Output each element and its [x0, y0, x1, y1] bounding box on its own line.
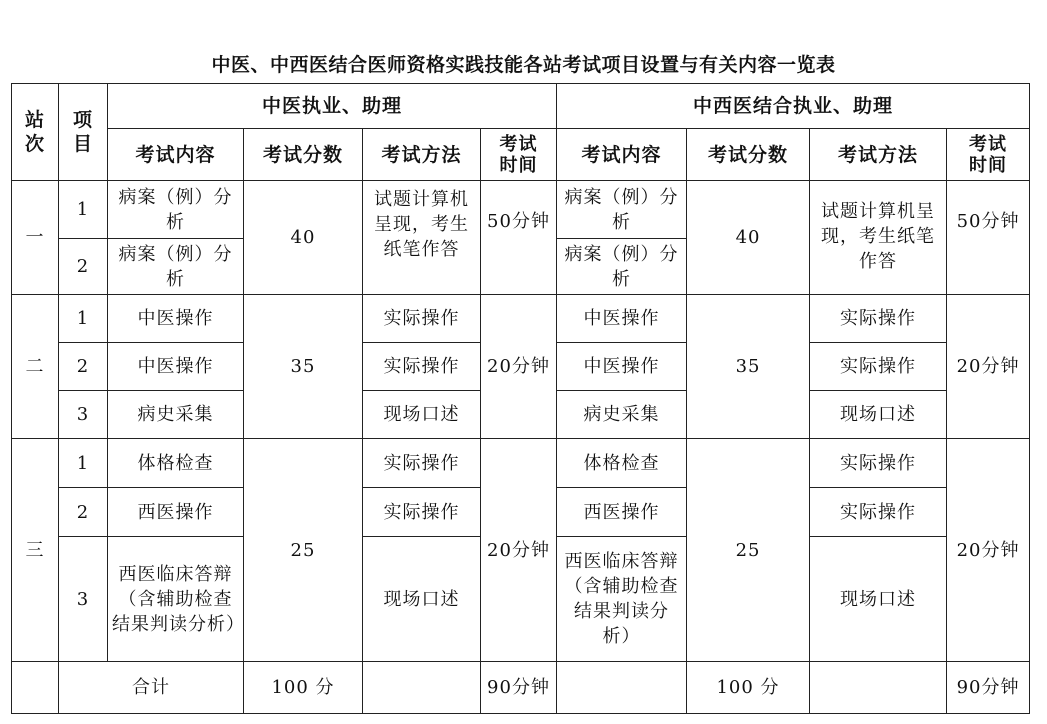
int-content-cell: 中医操作 [557, 295, 687, 343]
tcm-content-cell: 中医操作 [108, 343, 244, 391]
item-no-cell: 2 [59, 239, 108, 295]
int-method-cell: 实际操作 [810, 295, 947, 343]
header-group-integrated: 中西医结合执业、助理 [557, 84, 1030, 129]
table-row [12, 181, 1030, 239]
tcm-time-cell: 20分钟 [481, 295, 557, 439]
int-content-cell: 体格检查 [557, 439, 687, 488]
tcm-content-cell: 病案（例）分析 [108, 181, 244, 239]
tcm-method-cell: 实际操作 [363, 295, 481, 343]
int-content-cell: 西医临床答辩（含辅助检查结果判读分析） [557, 537, 687, 662]
header-int-time: 考试 时间 [947, 129, 1030, 181]
tcm-content-cell: 病史采集 [108, 391, 244, 439]
tcm-time-cell: 20分钟 [481, 439, 557, 662]
tcm-score-cell: 35 [244, 295, 363, 439]
int-method-cell: 现场口述 [810, 537, 947, 662]
item-no-cell: 3 [59, 537, 108, 662]
total-tcm-score: 100 分 [244, 662, 363, 714]
header-item: 项 目 [59, 84, 108, 181]
int-time-cell: 20分钟 [947, 295, 1030, 439]
tcm-method-cell: 现场口述 [363, 391, 481, 439]
total-empty-cell [557, 662, 687, 714]
int-time-cell: 20分钟 [947, 439, 1030, 662]
station-cell: 二 [12, 295, 59, 439]
header-tcm-method: 考试方法 [363, 129, 481, 181]
page-title: 中医、中西医结合医师资格实践技能各站考试项目设置与有关内容一览表 [211, 54, 836, 76]
tcm-content-cell: 西医操作 [108, 488, 244, 537]
header-tcm-content: 考试内容 [108, 129, 244, 181]
header-station: 站 次 [12, 84, 59, 181]
item-no-cell: 3 [59, 391, 108, 439]
int-method-cell: 现场口述 [810, 391, 947, 439]
exam-table [11, 83, 1030, 714]
tcm-method-cell: 实际操作 [363, 343, 481, 391]
total-int-score: 100 分 [687, 662, 810, 714]
station-cell: 三 [12, 439, 59, 662]
tcm-score-cell: 25 [244, 439, 363, 662]
header-tcm-score: 考试分数 [244, 129, 363, 181]
tcm-content-cell: 西医临床答辩（含辅助检查结果判读分析） [108, 537, 244, 662]
header-int-method: 考试方法 [810, 129, 947, 181]
tcm-method-cell: 实际操作 [363, 488, 481, 537]
tcm-content-cell: 体格检查 [108, 439, 244, 488]
int-score-cell: 40 [687, 181, 810, 295]
header-tcm-time: 考试 时间 [481, 129, 557, 181]
total-int-time: 90分钟 [947, 662, 1030, 714]
tcm-content-cell: 中医操作 [108, 295, 244, 343]
int-method-cell: 试题计算机呈现，考生纸笔作答 [810, 181, 947, 295]
item-no-cell: 2 [59, 488, 108, 537]
table-row [12, 295, 1030, 343]
item-no-cell: 1 [59, 181, 108, 239]
header-group-tcm: 中医执业、助理 [108, 84, 557, 129]
int-method-cell: 实际操作 [810, 488, 947, 537]
item-no-cell: 1 [59, 295, 108, 343]
total-tcm-time: 90分钟 [481, 662, 557, 714]
tcm-score-cell: 40 [244, 181, 363, 295]
int-content-cell: 病案（例）分析 [557, 181, 687, 239]
int-content-cell: 西医操作 [557, 488, 687, 537]
item-no-cell: 2 [59, 343, 108, 391]
header-int-content: 考试内容 [557, 129, 687, 181]
total-empty-cell [363, 662, 481, 714]
int-content-cell: 中医操作 [557, 343, 687, 391]
total-empty-cell [810, 662, 947, 714]
total-label: 合计 [59, 662, 244, 714]
tcm-method-cell: 试题计算机呈现，考生纸笔作答 [363, 181, 481, 295]
header-int-score: 考试分数 [687, 129, 810, 181]
int-content-cell: 病案（例）分析 [557, 239, 687, 295]
item-no-cell: 1 [59, 439, 108, 488]
tcm-method-cell: 实际操作 [363, 439, 481, 488]
int-method-cell: 实际操作 [810, 343, 947, 391]
int-method-cell: 实际操作 [810, 439, 947, 488]
table-row [12, 439, 1030, 488]
int-score-cell: 25 [687, 439, 810, 662]
total-row [12, 662, 1030, 714]
station-cell: 一 [12, 181, 59, 295]
tcm-time-cell: 50分钟 [481, 181, 557, 295]
int-time-cell: 50分钟 [947, 181, 1030, 295]
int-content-cell: 病史采集 [557, 391, 687, 439]
tcm-content-cell: 病案（例）分析 [108, 239, 244, 295]
tcm-method-cell: 现场口述 [363, 537, 481, 662]
total-empty-cell [12, 662, 59, 714]
int-score-cell: 35 [687, 295, 810, 439]
